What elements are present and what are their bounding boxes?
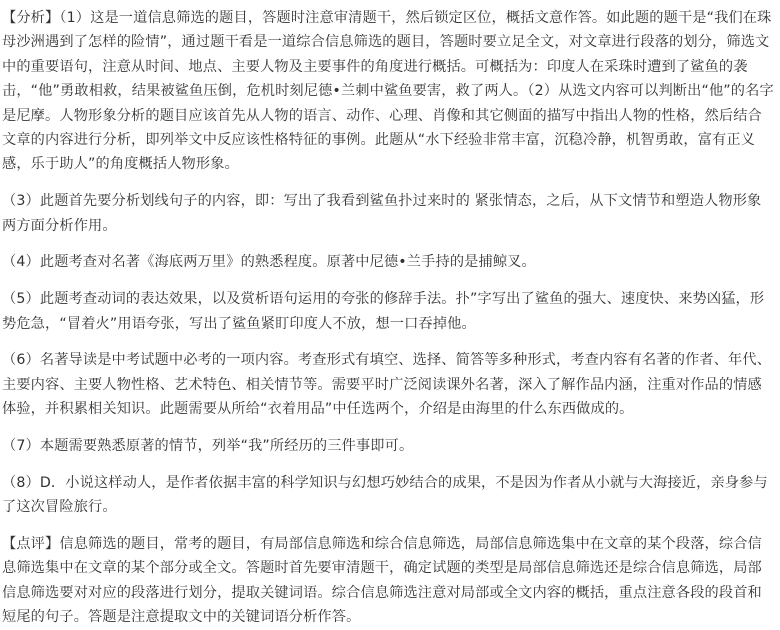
analysis-paragraph-5: （5）此题考查动词的表达效果，以及赏析语句运用的夸张的修辞手法。扑”字写出了鲨鱼的强大、速度快、来势凶猛，形势危急，“冒着火”用语夸张，写出了鲨鱼紧盯印度人不放，想一口吞掉他。 bbox=[2, 291, 765, 332]
analysis-paragraph-1: 【分析】（1）这是一道信息筛选的题目，答题时注意审清题干，然后锁定区位，概括文意作答。如此题的题干是“我们在珠母沙洲遇到了怎样的险情”，通过题干看是一道综合信息筛选的题目，答题时要立足全文，对文章进行段落的划分，筛选文中的重要语句，注意从时间、地点、主要人物及主要事件的角度进行概括。可概括为：印度人在采珠时遭到了鲨鱼的袭击，“他”勇敢相救，结果被鲨鱼压倒，危机时刻尼德•兰刺中鲨鱼要害，救了两人。（2）从选文内容可以判断出“他”的名字是尼摩。人物形象分析的题目应该首先从人物的语言、动作、心理、肖像和其它侧面的描写中指出人物的性格，然后结合文章的内容进行分析，即列举文中反应该性格特征的事例。此题从“水下经验非常丰富，沉稳冷静，机智勇敢，富有正义感，乐于助人”的角度概括人物形象。 bbox=[2, 10, 774, 173]
analysis-paragraph-3: （3）此题首先要分析划线句子的内容，即：写出了我看到鲨鱼扑过来时的 紧张情态，之后，从下文情节和塑造人物形象两方面分析作用。 bbox=[2, 193, 762, 234]
comment-paragraph: 【点评】信息筛选的题目，常考的题目，有局部信息筛选和综合信息筛选，局部信息筛选集中在文章的某个段落，综合信息筛选集中在文章的某个部分或全文。答题时首先要审清题干，确定试题的类型是局部信息筛选还是综合信息筛选，局部信息筛选要对对应的段落进行划分，提取关键词语。综合信息筛选注意对局部或全文内容的概括，重点注意各段的段首和短尾的句子。答题是注意提取文中的关键词语分析作答。 bbox=[2, 536, 762, 626]
answer-analysis-document bbox=[2, 6, 774, 630]
analysis-paragraph-8: （8）D．小说这样动人，是作者依据丰富的科学知识与幻想巧妙结合的成果，不是因为作者从小就与大海接近，亲身参与了这次冒险旅行。 bbox=[2, 474, 768, 516]
analysis-paragraph-4: （4）此题考查对名著《海底两万里》的熟悉程度。原著中尼德•兰手持的是捕鲸叉。 bbox=[2, 254, 536, 271]
analysis-paragraph-7: （7）本题需要熟悉原著的情节，列举“我”所经历的三件事即可。 bbox=[2, 438, 414, 455]
analysis-paragraph-6: （6）名著导读是中考试题中必考的一项内容。考查形式有填空、选择、简答等多种形式，考查内容有名著的作者、年代、主要内容、主要人物性格、艺术特色、相关情节等。需要平时广泛阅读课外名著，深入了解作品内涵，注重对作品的情感体验，并积累相关知识。此题需要从所给“衣着用品”中任选两个，介绍是由海里的什么东西做成的。 bbox=[2, 352, 772, 418]
